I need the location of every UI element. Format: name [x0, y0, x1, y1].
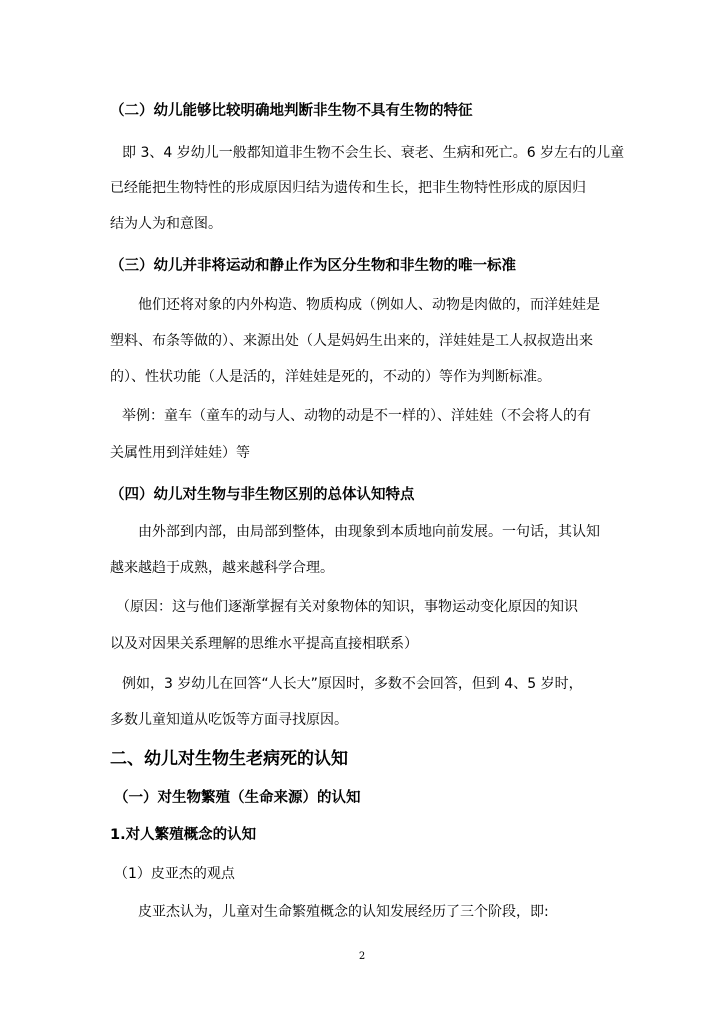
paragraph-line: 塑料、布条等做的）、来源出处（人是妈妈生出来的，洋娃娃是工人叔叔造出来: [110, 333, 593, 349]
paragraph-line: 由外部到内部，由局部到整体，由现象到本质地向前发展。一句话，其认知: [138, 524, 600, 540]
paragraph-line: 已经能把生物特性的形成原因归结为遗传和生长，把非生物特性形成的原因归: [110, 180, 586, 196]
paragraph-line: 越来越趋于成熟，越来越科学合理。: [110, 560, 334, 576]
paragraph-line: 例如，3 岁幼儿在回答“人长大”原因时，多数不会回答，但到 4、5 岁时，: [122, 676, 583, 692]
paragraph-line: 多数儿童知道从吃饭等方面寻找原因。: [110, 712, 348, 728]
paragraph-line: 以及对因果关系理解的思维水平提高直接相联系）: [110, 636, 418, 652]
paragraph-line: （原因：这与他们逐渐掌握有关对象物体的知识，事物运动变化原因的知识: [116, 599, 578, 615]
chapter-heading: 二、幼儿对生物生老病死的认知: [110, 749, 348, 769]
paragraph-line: 皮亚杰认为，儿童对生命繁殖概念的认知发展经历了三个阶段，即:: [138, 904, 549, 920]
section-heading-4: （四）幼儿对生物与非生物区别的总体认知特点: [110, 487, 415, 503]
paragraph-line: 结为人为和意图。: [110, 216, 222, 232]
section-heading-3: （三）幼儿并非将运动和静止作为区分生物和非生物的唯一标准: [110, 258, 516, 274]
numbered-heading: 1.对人繁殖概念的认知: [110, 827, 257, 843]
list-item: （1）皮亚杰的观点: [114, 866, 235, 882]
subsection-heading: （一）对生物繁殖（生命来源）的认知: [114, 790, 361, 806]
paragraph-line: 举例：童车（童车的动与人、动物的动是不一样的）、洋娃娃（不会将人的有: [122, 408, 591, 424]
section-heading-2: （二）幼儿能够比较明确地判断非生物不具有生物的特征: [110, 103, 473, 119]
paragraph-line: 他们还将对象的内外构造、物质构成（例如人、动物是肉做的，而洋娃娃是: [138, 297, 600, 313]
paragraph-line: 关属性用到洋娃娃）等: [110, 445, 250, 461]
page-number: 2: [358, 951, 366, 962]
paragraph-line: 即 3、4 岁幼儿一般都知道非生物不会生长、衰老、生病和死亡。6 岁左右的儿童: [122, 145, 625, 161]
paragraph-line: 的）、性状功能（人是活的，洋娃娃是死的，不动的）等作为判断标准。: [110, 369, 551, 385]
